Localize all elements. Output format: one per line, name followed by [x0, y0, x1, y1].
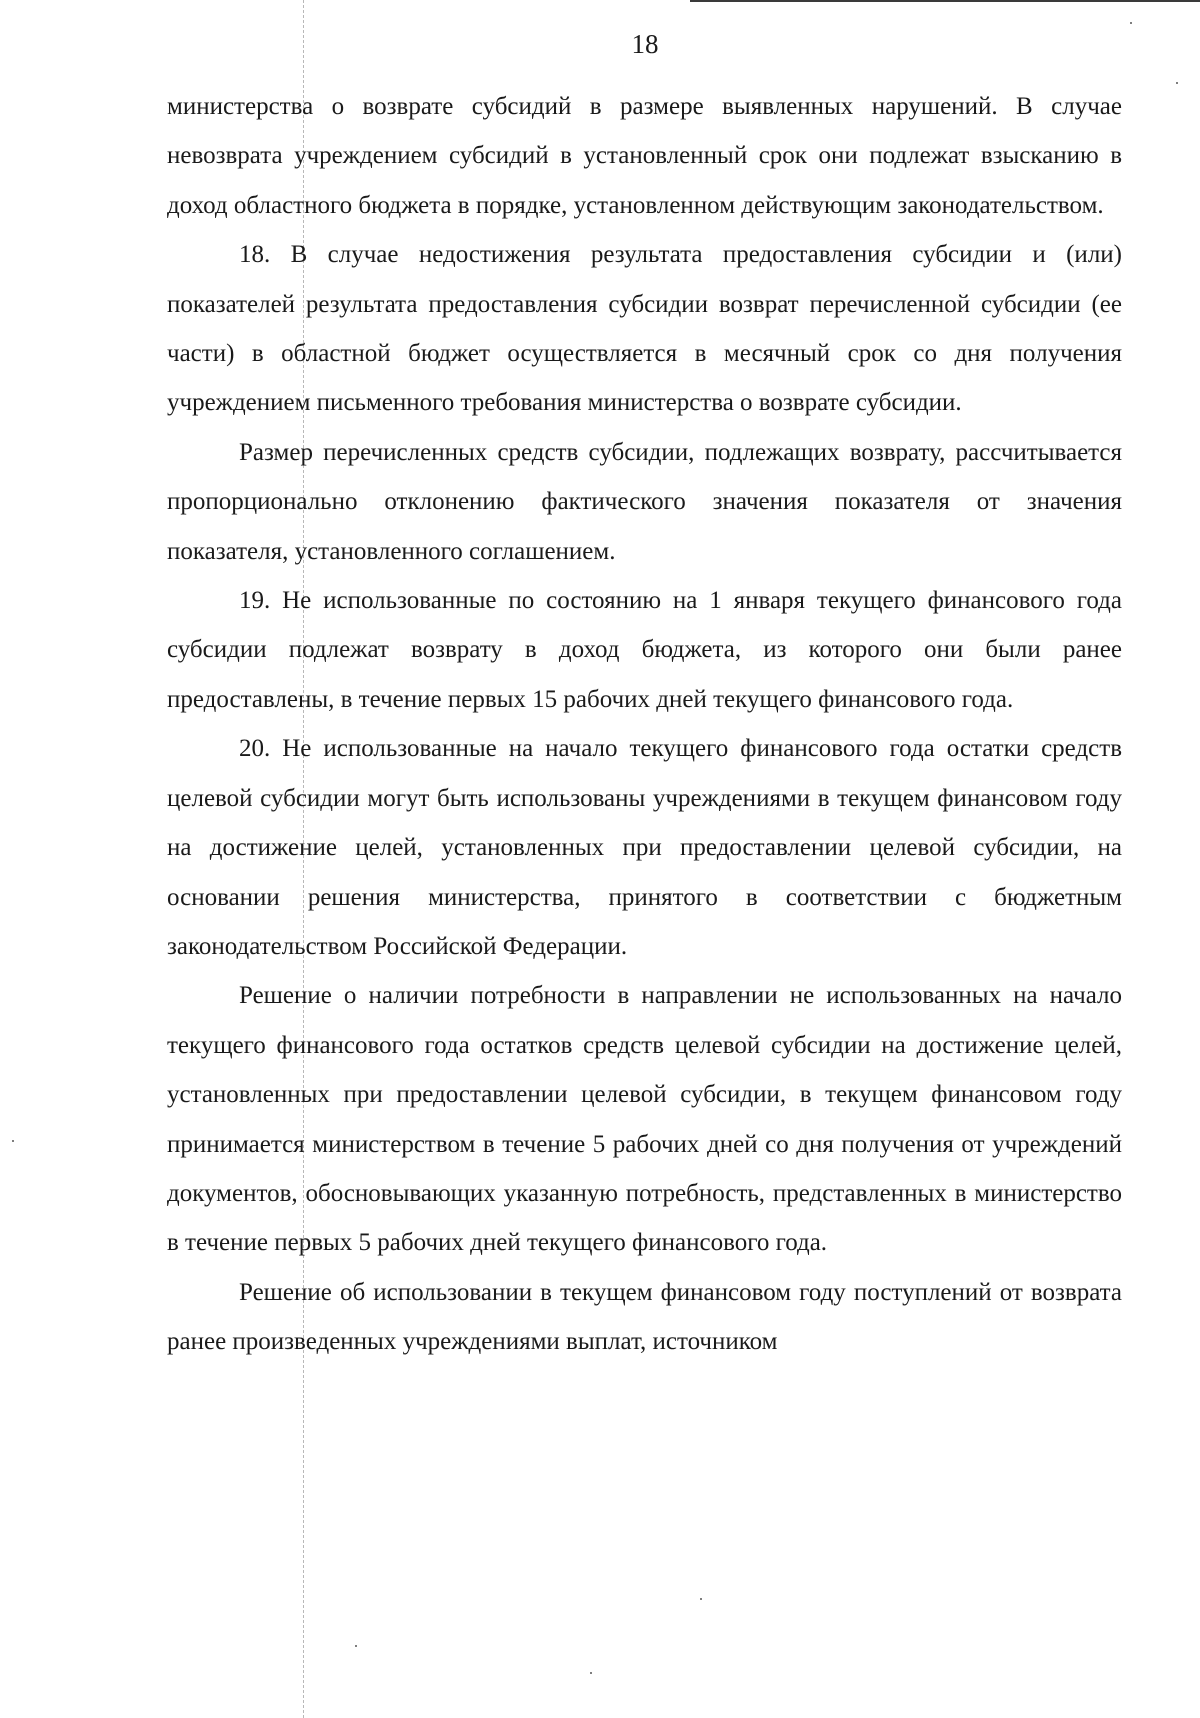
paragraph-need-decision: Решение о наличии потребности в направлении не использованных на начало текущего финансового года остатков средств целевой субсидии на достижение целей, установленных при предоставлении целевой субсидии, в текущем финансовом году принимается министерством в течение 5 рабочих дней со дня получения от учреждений документов, обосновывающих указанную потребность, представленных в министерство в течение первых 5 рабочих дней текущего финансового года.	[167, 982, 1122, 1257]
scan-top-rule	[690, 0, 1200, 2]
scan-speck	[355, 1645, 357, 1647]
paragraph-item-18: 18. В случае недостижения результата предоставления субсидии и (или) показателей результата предоставления субсидии возврат перечисленной субсидии (ее части) в областной бюджет осуществляется в месячный срок со дня получения учреждением письменного требования министерства о возврате субсидии.	[167, 241, 1122, 417]
paragraph-usage-decision: Решение об использовании в текущем финансовом году поступлений от возврата ранее произведенных учреждениями выплат, источником	[167, 1278, 1122, 1356]
scan-speck	[700, 1598, 702, 1600]
paragraph-continuation: министерства о возврате субсидий в размере выявленных нарушений. В случае невозврата учреждением субсидий в установленный срок они подлежат взысканию в доход областного бюджета в порядке, установленном действующим законодательством.	[167, 93, 1122, 219]
paragraph-refund-size: Размер перечисленных средств субсидии, подлежащих возврату, рассчитывается пропорционально отклонению фактического значения показателя от значения показателя, установленного соглашением.	[167, 438, 1122, 565]
paragraph-item-19: 19. Не использованные по состоянию на 1 января текущего финансового года субсидии подлежат возврату в доход бюджета, из которого они были ранее предоставлены, в течение первых 15 рабочих дней текущего финансового года.	[167, 587, 1122, 713]
page-number: 18	[631, 29, 659, 59]
scan-speck	[1176, 82, 1178, 84]
scan-speck	[1130, 22, 1132, 24]
scan-speck	[12, 1140, 14, 1142]
document-body	[167, 82, 1122, 1367]
scan-speck	[590, 1672, 592, 1674]
paragraph-item-20: 20. Не использованные на начало текущего финансового года остатки средств целевой субсидии могут быть использованы учреждениями в текущем финансовом году на достижение целей, установленных при предоставлении целевой субсидии, на основании решения министерства, принятого в соответствии с бюджетным законодательством Российской Федерации.	[167, 735, 1122, 960]
